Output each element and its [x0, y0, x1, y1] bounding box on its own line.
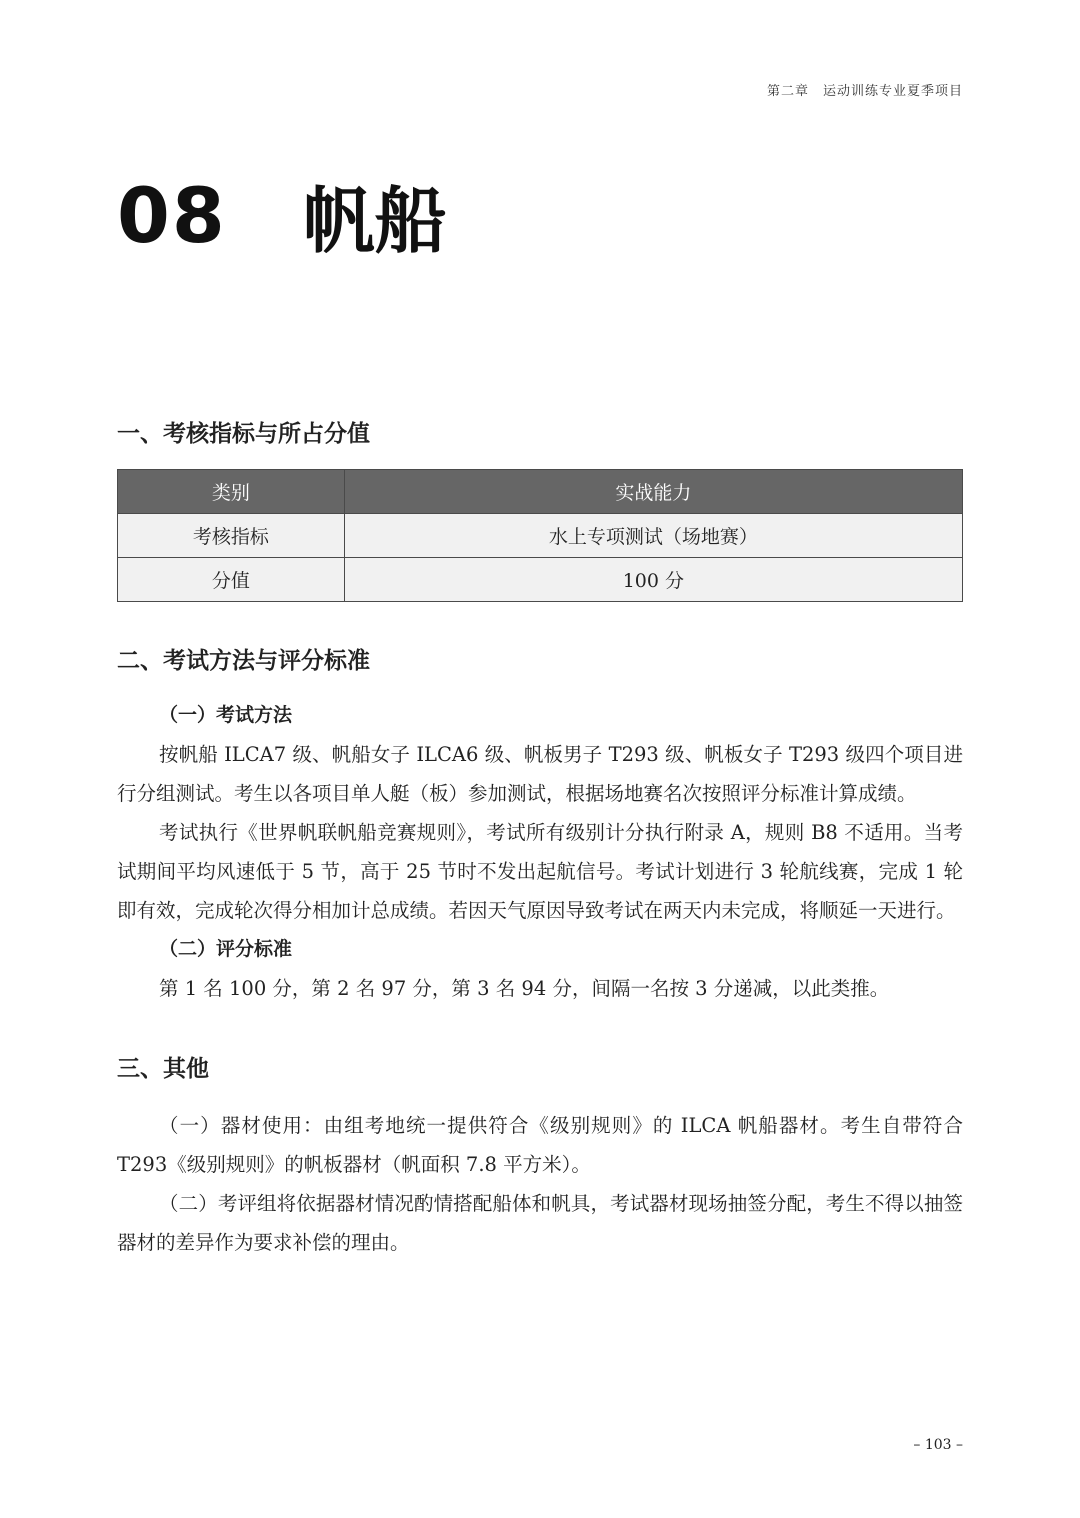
table-cell: 分值 — [118, 558, 345, 602]
chapter-number: 08 — [117, 170, 227, 260]
table-header-cell: 类别 — [118, 470, 345, 514]
other-paragraph: （二）考评组将依据器材情况酌情搭配船体和帆具，考试器材现场抽签分配，考生不得以抽签器材的差异作为要求补偿的理由。 — [117, 1192, 963, 1254]
page-content — [117, 416, 963, 1262]
table-header-row — [118, 470, 963, 514]
section-2-heading: 二、考试方法与评分标准 — [117, 647, 370, 674]
table-row — [118, 514, 963, 558]
other-paragraph: （一）器材使用：由组考地统一提供符合《级别规则》的 ILCA 帆船器材。考生自带符合 T293《级别规则》的帆板器材（帆面积 7.8 平方米）。 — [117, 1114, 963, 1176]
method-paragraph: 按帆船 ILCA7 级、帆船女子 ILCA6 级、帆板男子 T293 级、帆板女子 T293 级四个项目进行分组测试。考生以各项目单人艇（板）参加测试，根据场地赛名次按照评分标准计算成绩。 — [117, 743, 963, 805]
chapter-title — [117, 170, 447, 263]
method-heading: （一）考试方法 — [159, 704, 293, 726]
method-paragraph: 考试执行《世界帆联帆船竞赛规则》，考试所有级别计分执行附录 A，规则 B8 不适用。当考试期间平均风速低于 5 节，高于 25 节时不发出起航信号。考试计划进行 3 轮航线赛，完成 1 轮即有效，完成轮次得分相加计总成绩。若因天气原因导致考试在两天内未完成，将顺延一天进行。 — [117, 821, 963, 922]
table-header-cell: 实战能力 — [344, 470, 962, 514]
table-cell: 考核指标 — [118, 514, 345, 558]
section-1-heading: 一、考核指标与所占分值 — [117, 420, 370, 447]
scoring-paragraph: 第 1 名 100 分，第 2 名 97 分，第 3 名 94 分，间隔一名按 3 分递减，以此类推。 — [159, 977, 890, 1000]
scoring-heading: （二）评分标准 — [159, 938, 293, 960]
score-table — [117, 469, 963, 602]
table-cell: 100 分 — [344, 558, 962, 602]
table-cell: 水上专项测试（场地赛） — [344, 514, 962, 558]
other-block — [117, 1106, 963, 1262]
table-row — [118, 558, 963, 602]
chapter-name: 帆船 — [302, 179, 447, 263]
page-number: – 103 – — [913, 1437, 963, 1453]
section-3-heading: 三、其他 — [117, 1055, 209, 1082]
method-block — [117, 696, 963, 1008]
running-header: 第二章 运动训练专业夏季项目 — [766, 84, 963, 99]
